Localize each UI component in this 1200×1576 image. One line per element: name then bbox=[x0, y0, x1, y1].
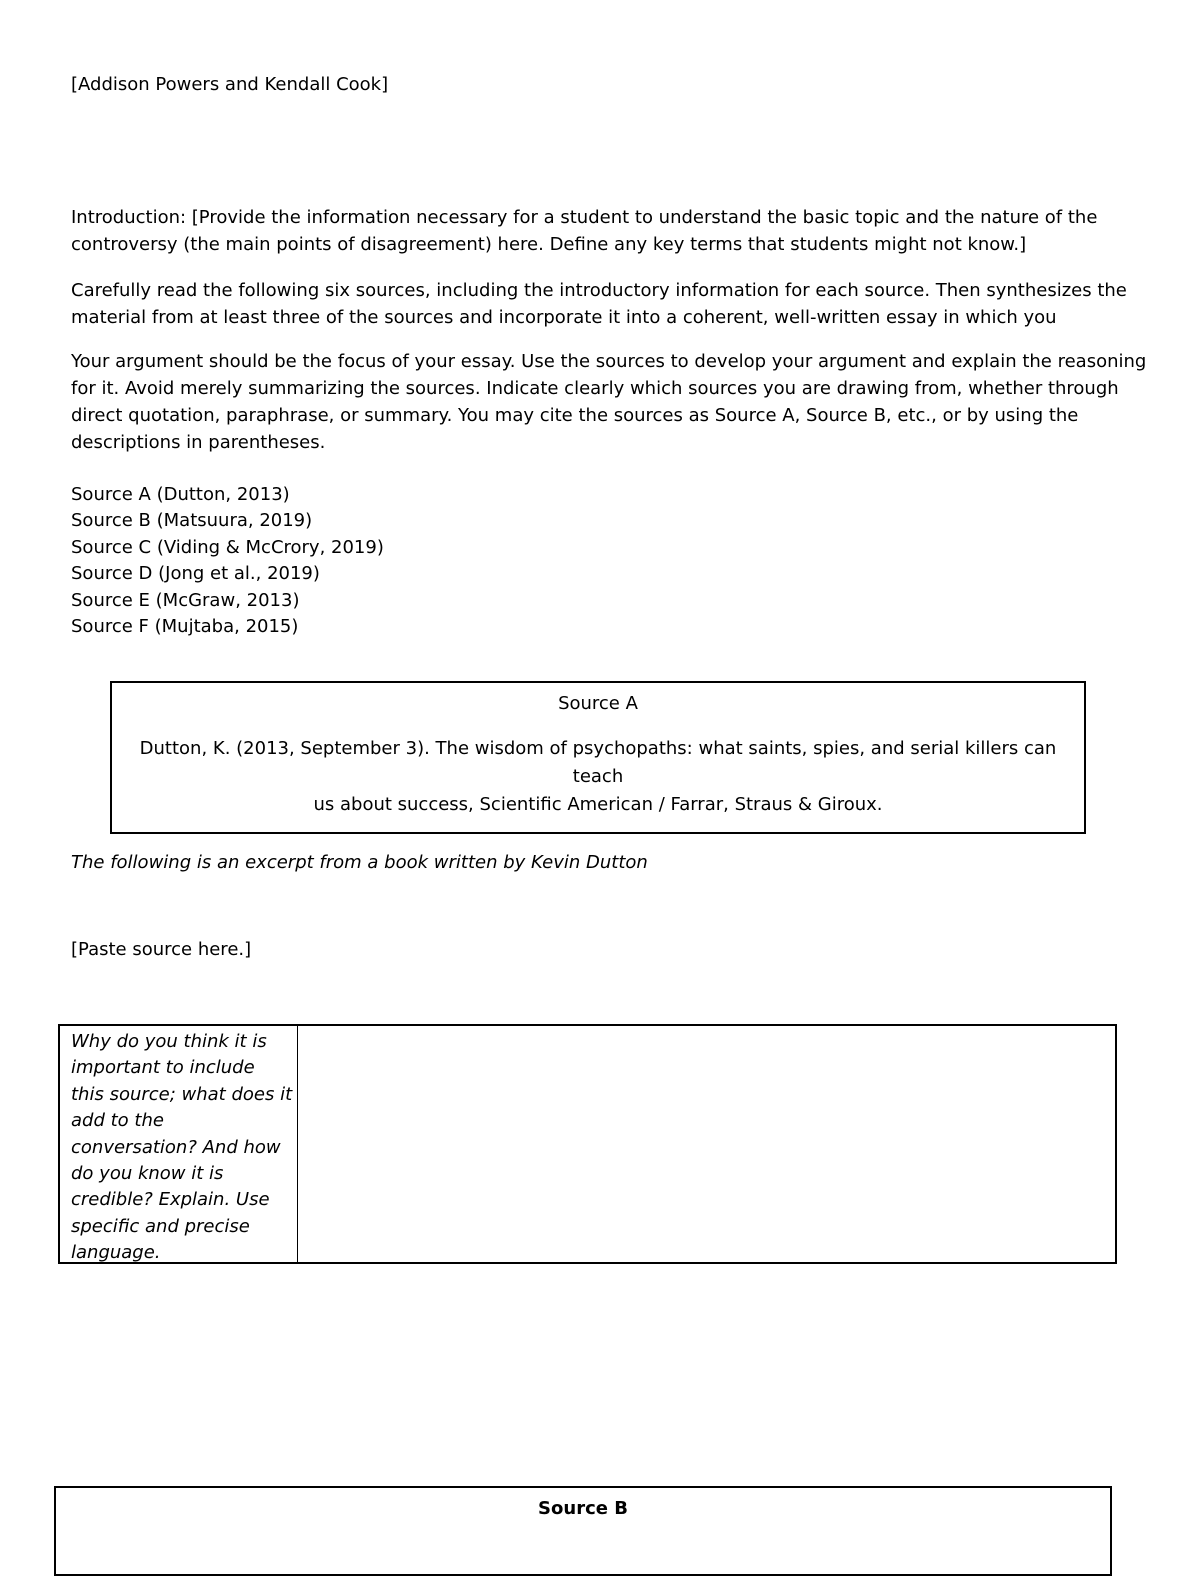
question-line: important to include bbox=[71, 1057, 255, 1079]
question-text bbox=[71, 1029, 292, 1267]
source-a-citation bbox=[112, 735, 1084, 819]
source-list-item: Source D (Jong et al., 2019) bbox=[71, 563, 320, 585]
paste-source-placeholder[interactable]: [Paste source here.] bbox=[71, 939, 252, 960]
argument-paragraph bbox=[71, 348, 1147, 456]
question-line: add to the bbox=[71, 1110, 164, 1132]
authors-line: [Addison Powers and Kendall Cook] bbox=[71, 74, 389, 95]
source-list-item: Source C (Viding & McCrory, 2019) bbox=[71, 536, 384, 558]
source-list bbox=[71, 482, 384, 640]
intro-line: Introduction: [Provide the information necessary for a student to understand the basic topic and the nature of the bbox=[71, 207, 1098, 228]
question-cell bbox=[60, 1026, 298, 1262]
source-list-item: Source A (Dutton, 2013) bbox=[71, 484, 290, 505]
citation-line: Dutton, K. (2013, September 3). The wisdom of psychopaths: what saints, spies, and serial killers can teach bbox=[139, 738, 1057, 787]
argument-line: Your argument should be the focus of your essay. Use the sources to develop your argument and explain the reasoning bbox=[71, 351, 1147, 372]
source-b-box bbox=[54, 1486, 1112, 1576]
instructions-paragraph bbox=[71, 277, 1131, 331]
argument-line: descriptions in parentheses. bbox=[71, 432, 326, 453]
question-line: Why do you think it is bbox=[71, 1031, 267, 1052]
citation-line: us about success, Scientific American / Farrar, Straus & Giroux. bbox=[313, 794, 883, 815]
question-line: this source; what does it bbox=[71, 1083, 293, 1105]
question-line: conversation? And how bbox=[71, 1136, 281, 1158]
answer-cell[interactable] bbox=[298, 1026, 1115, 1262]
instructions-line: material from at least three of the sources and incorporate it into a coherent, well-written essay in which you bbox=[71, 307, 1057, 328]
source-list-item: Source F (Mujtaba, 2015) bbox=[71, 616, 299, 638]
instructions-line: Carefully read the following six sources, including the introductory information for each source. Then synthesizes the bbox=[71, 280, 1127, 301]
question-line: do you know it is bbox=[71, 1163, 224, 1185]
question-line: credible? Explain. Use bbox=[71, 1189, 270, 1211]
source-evaluation-table bbox=[58, 1024, 1117, 1264]
question-line: specific and precise bbox=[71, 1215, 250, 1237]
argument-line: for it. Avoid merely summarizing the sources. Indicate clearly which sources you are drawing from, whether through bbox=[71, 378, 1119, 399]
source-a-title: Source A bbox=[558, 693, 638, 714]
source-b-title: Source B bbox=[538, 1498, 628, 1519]
source-a-box bbox=[110, 681, 1086, 834]
source-list-item: Source B (Matsuura, 2019) bbox=[71, 510, 313, 532]
intro-line: controversy (the main points of disagreement) here. Define any key terms that students might not know.] bbox=[71, 234, 1027, 255]
argument-line: direct quotation, paraphrase, or summary. You may cite the sources as Source A, Source B, etc., or by using the bbox=[71, 405, 1079, 426]
source-list-item: Source E (McGraw, 2013) bbox=[71, 589, 300, 611]
question-line: language. bbox=[71, 1242, 161, 1264]
excerpt-note: The following is an excerpt from a book written by Kevin Dutton bbox=[71, 852, 648, 873]
introduction-paragraph bbox=[71, 204, 1131, 258]
